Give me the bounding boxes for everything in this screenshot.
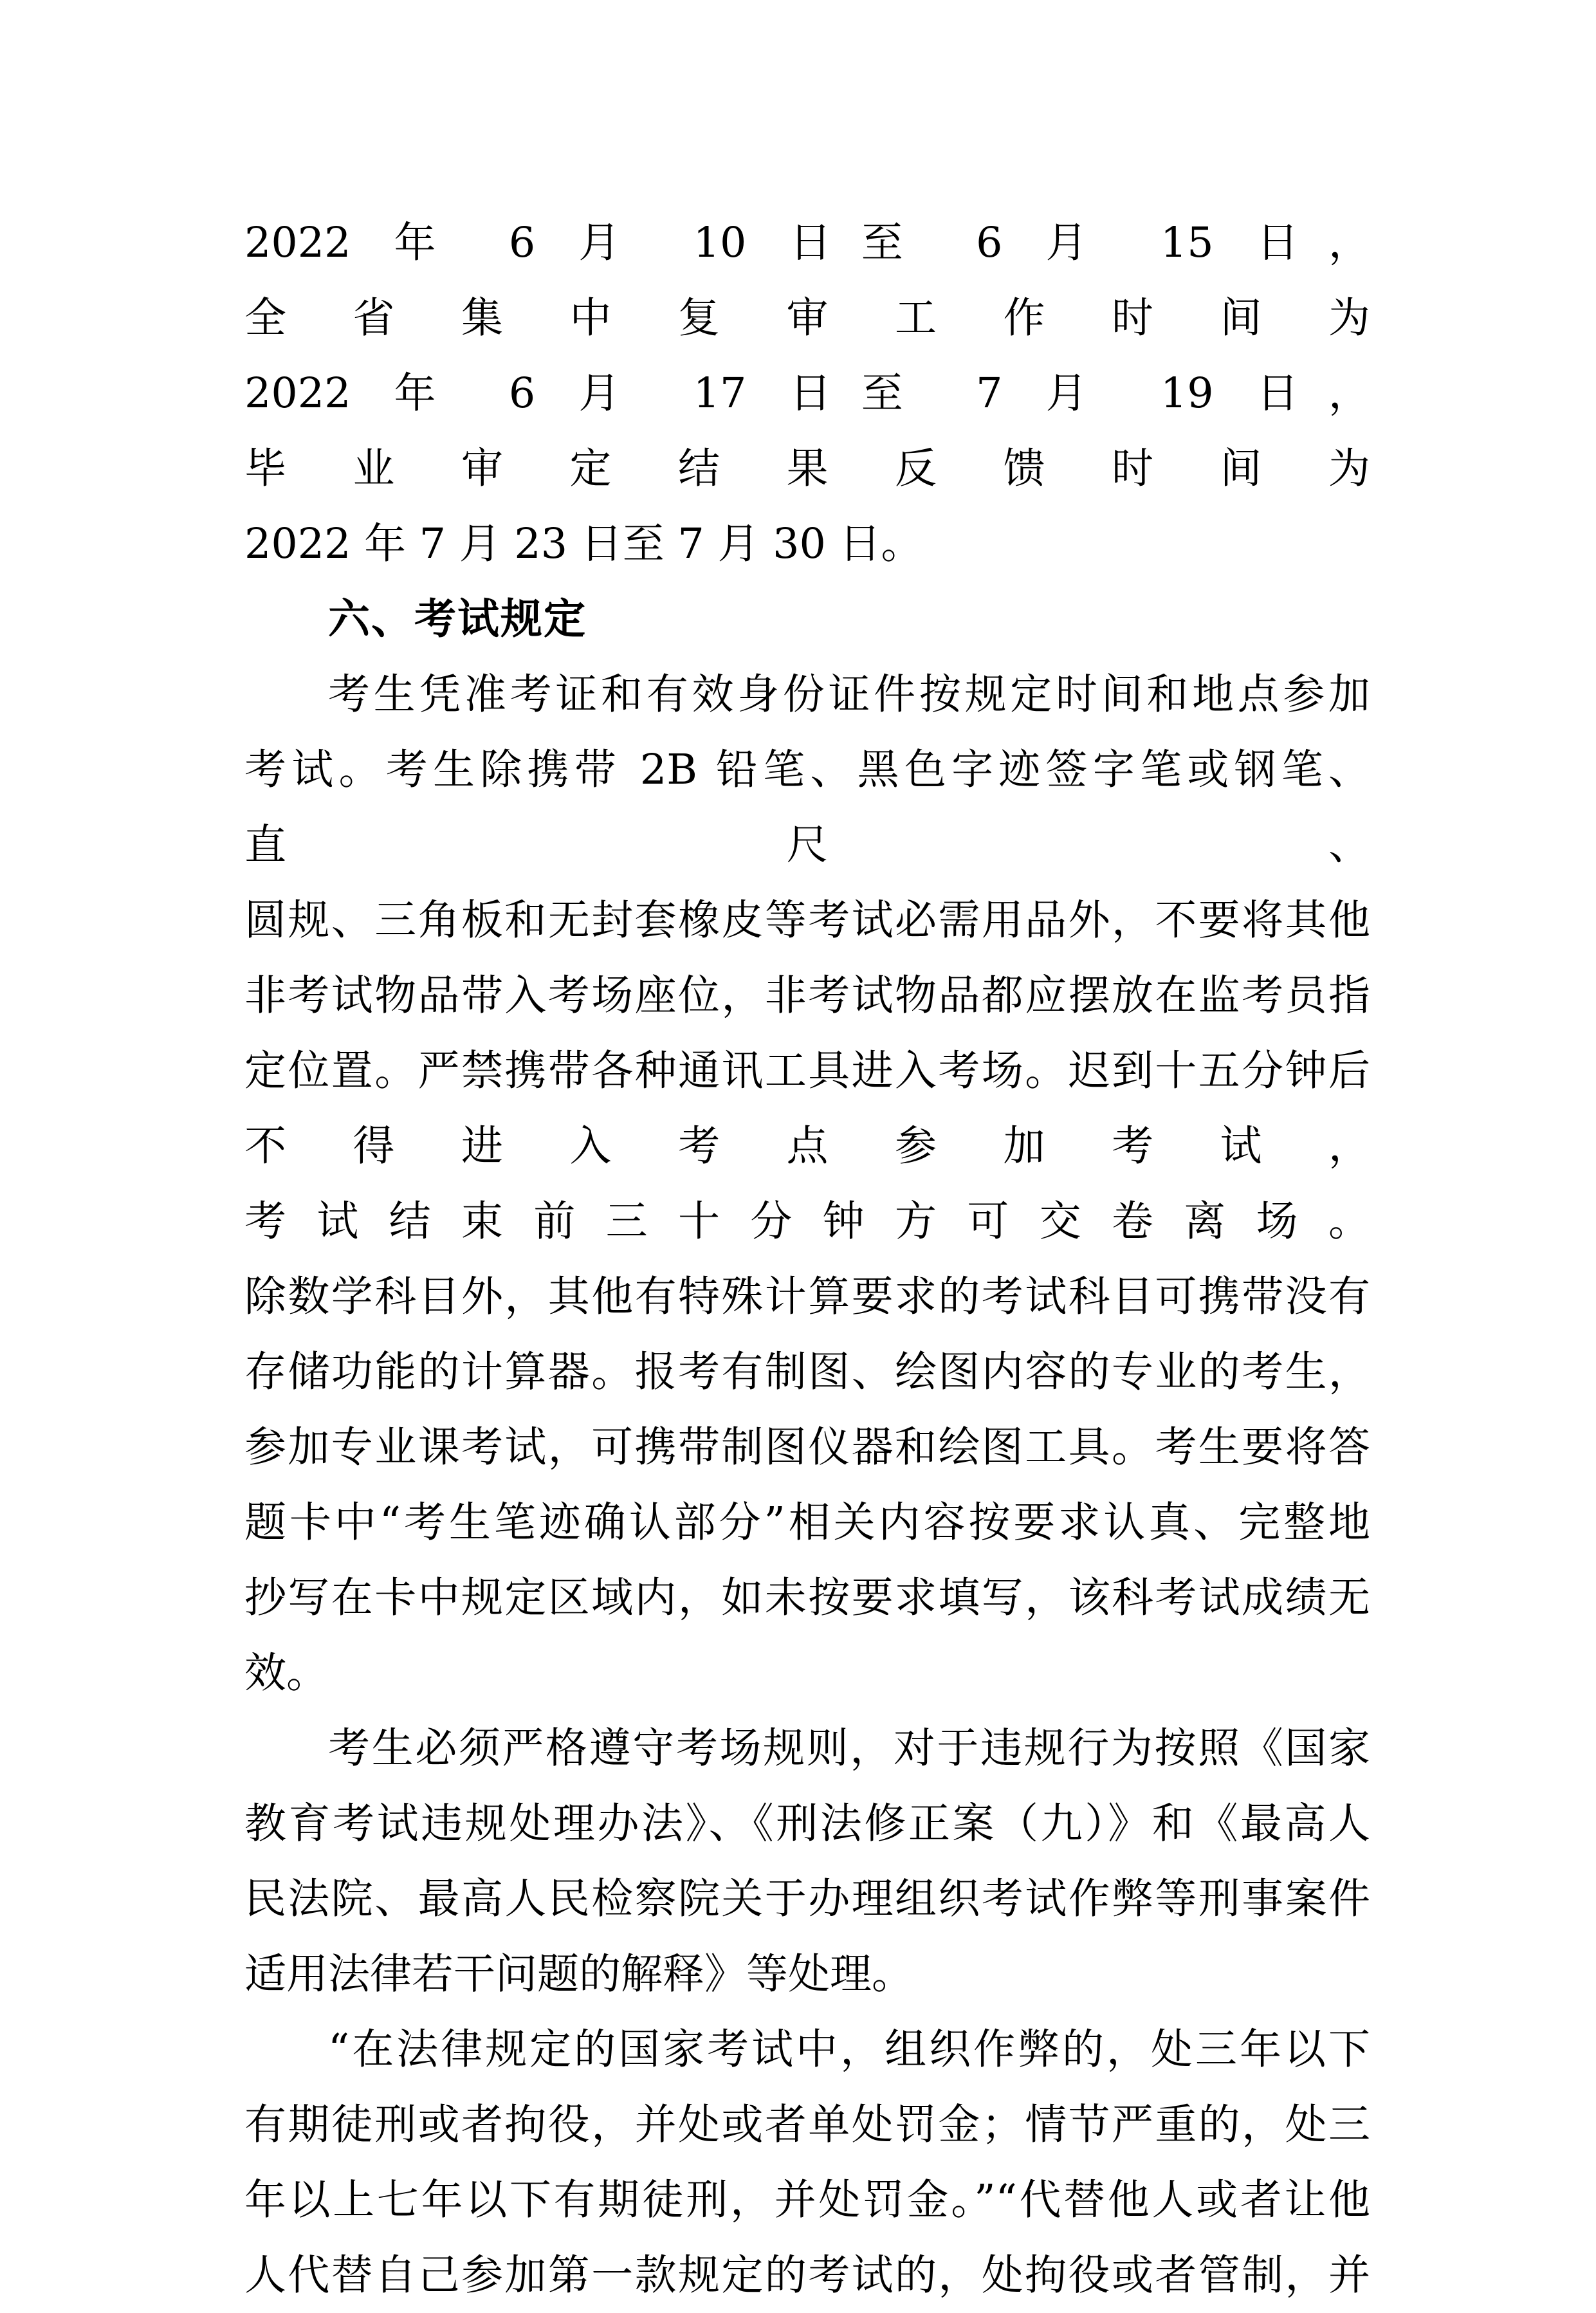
text-line: 题卡中“考生笔迹确认部分”相关内容按要求认真、完整地 [244,1498,1370,1547]
text-line: 适用法律若干问题的解释》等处理。 [244,1950,914,1998]
text-line: 考生必须严格遵守考场规则，对于违规行为按照《国家 [328,1724,1370,1773]
text-line: 民法院、最高人民检察院关于办理组织考试作弊等刑事案件 [244,1875,1370,1923]
section-heading: 六、考试规定 [328,595,587,643]
text-line: 2022 年 7 月 23 日至 7 月 30 日。 [244,520,923,568]
text-line: 非考试物品带入考场座位，非考试物品都应摆放在监考员指 [244,972,1370,1020]
text-line: 抄写在卡中规定区域内，如未按要求填写，该科考试成绩无 [244,1574,1370,1622]
text-line: 2022 年 6 月 17 日至 7 月 19 日，毕业审定结果反馈时间为 [244,369,1370,493]
text-line: 不得进入考点参加考试，考试结束前三十分钟方可交卷离场。 [244,1122,1370,1246]
text-line: 定位置。严禁携带各种通讯工具进入考场。迟到十五分钟后 [244,1047,1370,1095]
text-line: 效。 [244,1649,329,1697]
text-line: 圆规、三角板和无封套橡皮等考试必需用品外，不要将其他 [244,896,1370,945]
text-line: 存储功能的计算器。报考有制图、绘图内容的专业的考生， [244,1348,1370,1396]
text-line: 考生凭准考证和有效身份证件按规定时间和地点参加 [328,670,1370,719]
text-line: 参加专业课考试，可携带制图仪器和绘图工具。考生要将答 [244,1423,1370,1471]
text-line: 2022 年 6 月 10 日至 6 月 15 日，全省集中复审工作时间为 [244,219,1370,342]
text-line: 人代替自己参加第一款规定的考试的，处拘役或者管制，并 [244,2251,1370,2299]
text-line: 教育考试违规处理办法》、《刑法修正案（九）》和《最高人 [244,1800,1370,1848]
document-text-block [244,205,1370,2313]
text-line: 有期徒刑或者拘役，并处或者单处罚金；情节严重的，处三 [244,2101,1370,2149]
text-line: 年以上七年以下有期徒刑，并处罚金。”“代替他人或者让他 [244,2176,1370,2224]
text-line: 考试。考生除携带 2B 铅笔、黑色字迹签字笔或钢笔、直尺、 [244,746,1370,869]
text-line: “在法律规定的国家考试中，组织作弊的，处三年以下 [328,2025,1370,2074]
text-line: 除数学科目外，其他有特殊计算要求的考试科目可携带没有 [244,1273,1370,1321]
